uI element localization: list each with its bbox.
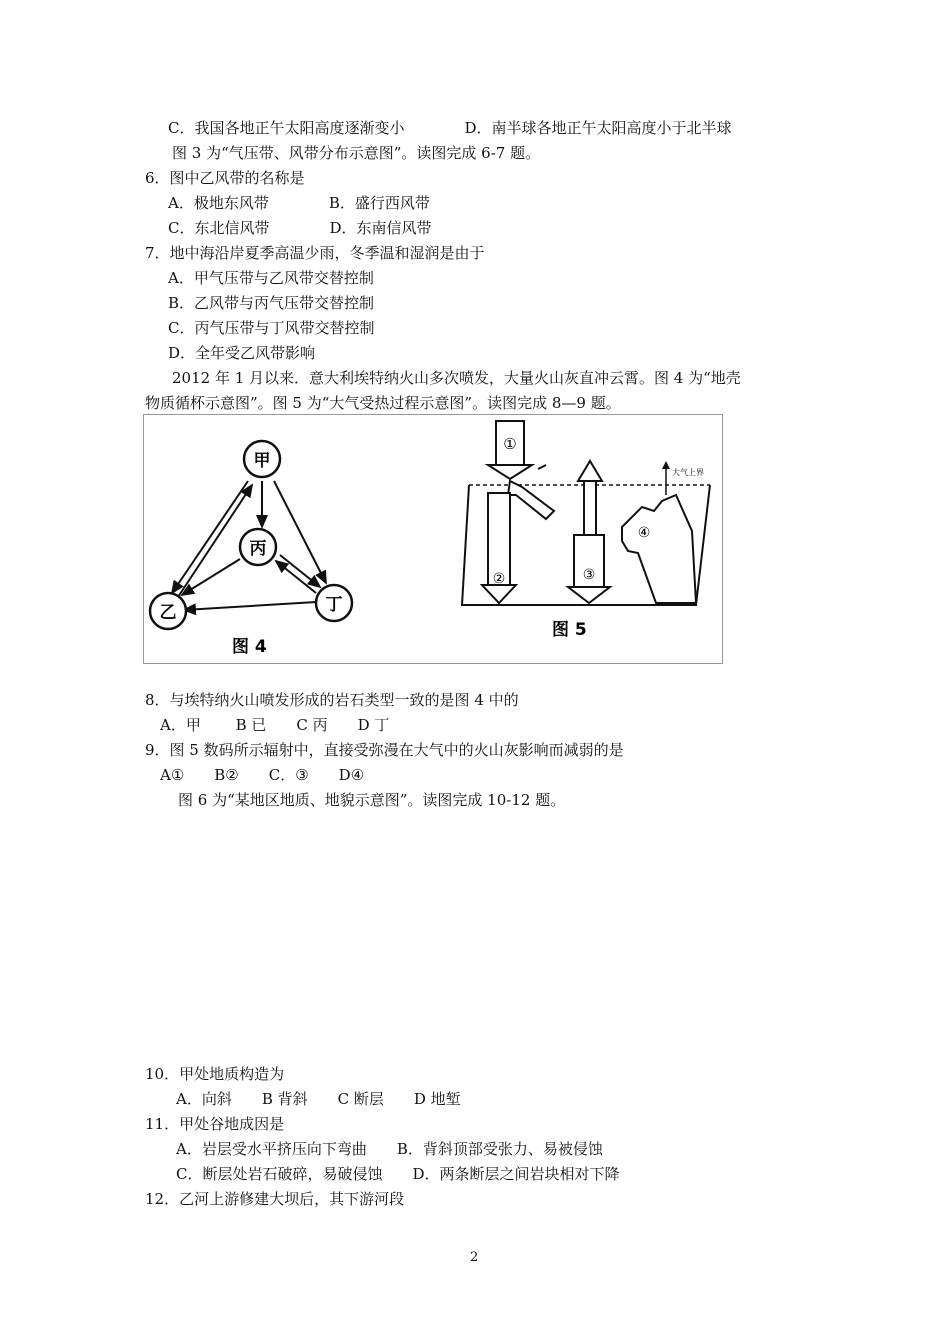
figure-5-diagram bbox=[462, 421, 710, 640]
q11-options-ab: A．岩层受水平挤压向下弯曲 B．背斜顶部受张力、易被侵蚀 bbox=[176, 1140, 603, 1158]
question-9: 9．图 5 数码所示辐射中，直接受弥漫在大气中的火山灰影响而减弱的是 bbox=[145, 741, 624, 759]
q10-options: A．向斜 B 背斜 C 断层 D 地堑 bbox=[176, 1090, 461, 1108]
question-8: 8．与埃特纳火山喷发形成的岩石类型一致的是图 4 中的 bbox=[145, 691, 519, 709]
arrow-jia-yi bbox=[172, 481, 248, 593]
figure-svg bbox=[144, 415, 722, 663]
arrow-jia-ding bbox=[274, 481, 326, 583]
node-yi: 乙 bbox=[159, 603, 177, 623]
label-radiation-2: ② bbox=[492, 571, 506, 587]
fig45-intro-line2: 物质循杯示意图”。图 5 为“大气受热过程示意图”。读图完成 8—9 题。 bbox=[145, 394, 621, 412]
reflected-arrow bbox=[508, 481, 554, 519]
q7-option-d: D．全年受乙风带影响 bbox=[168, 344, 316, 362]
node-jia: 甲 bbox=[253, 451, 271, 471]
fig3-intro: 图 3 为“气压带、风带分布示意图”。读图完成 6-7 题。 bbox=[172, 144, 541, 162]
q8-options: A．甲 B 已 C 丙 D 丁 bbox=[160, 716, 390, 734]
q9-options: A① B② C．③ D④ bbox=[160, 766, 365, 784]
figure-5-caption: 图 5 bbox=[552, 620, 587, 640]
q6-options-ab: A．极地东风带 B．盛行西风带 bbox=[168, 194, 430, 212]
node-ding: 丁 bbox=[325, 595, 343, 615]
q7-option-c: C．丙气压带与丁风带交替控制 bbox=[168, 319, 375, 337]
q7-option-b: B．乙风带与丙气压带交替控制 bbox=[168, 294, 375, 312]
radiation-4-shape bbox=[622, 495, 696, 603]
label-radiation-3: ③ bbox=[582, 567, 596, 583]
arrow-ding-yi bbox=[184, 602, 316, 610]
question-11: 11．甲处谷地成因是 bbox=[145, 1115, 285, 1133]
node-bing: 丙 bbox=[249, 539, 267, 559]
fig45-intro-line1: 2012 年 1 月以来．意大利埃特纳火山多次喷发，大量火山灰直冲云霄。图 4 为“地壳 bbox=[172, 369, 741, 387]
question-12: 12．乙河上游修建大坝后，其下游河段 bbox=[145, 1190, 405, 1208]
label-radiation-1: ① bbox=[503, 435, 517, 453]
question-10: 10．甲处地质构造为 bbox=[145, 1065, 285, 1083]
fig6-intro: 图 6 为“某地区地质、地貌示意图”。读图完成 10-12 题。 bbox=[178, 791, 566, 809]
question-6: 6．图中乙风带的名称是 bbox=[145, 169, 305, 187]
q6-options-cd: C．东北信风带 D．东南信风带 bbox=[168, 219, 432, 237]
label-radiation-4: ④ bbox=[637, 525, 651, 541]
figure-4-5 bbox=[143, 414, 723, 664]
q5-options-cd: C．我国各地正午太阳高度逐渐变小 D．南半球各地正午太阳高度小于北半球 bbox=[168, 119, 732, 137]
page-number: 2 bbox=[470, 1250, 479, 1265]
label-atmosphere-top: 大气上界 bbox=[672, 468, 704, 477]
figure-4-diagram bbox=[150, 441, 352, 657]
q7-option-a: A．甲气压带与乙风带交替控制 bbox=[168, 269, 374, 287]
question-7: 7．地中海沿岸夏季高温少雨，冬季温和湿润是由于 bbox=[145, 244, 485, 262]
figure-4-caption: 图 4 bbox=[232, 637, 267, 657]
q11-options-cd: C．断层处岩石破碎，易破侵蚀 D．两条断层之间岩块相对下降 bbox=[176, 1165, 620, 1183]
arrow-ding-bing bbox=[276, 561, 316, 593]
